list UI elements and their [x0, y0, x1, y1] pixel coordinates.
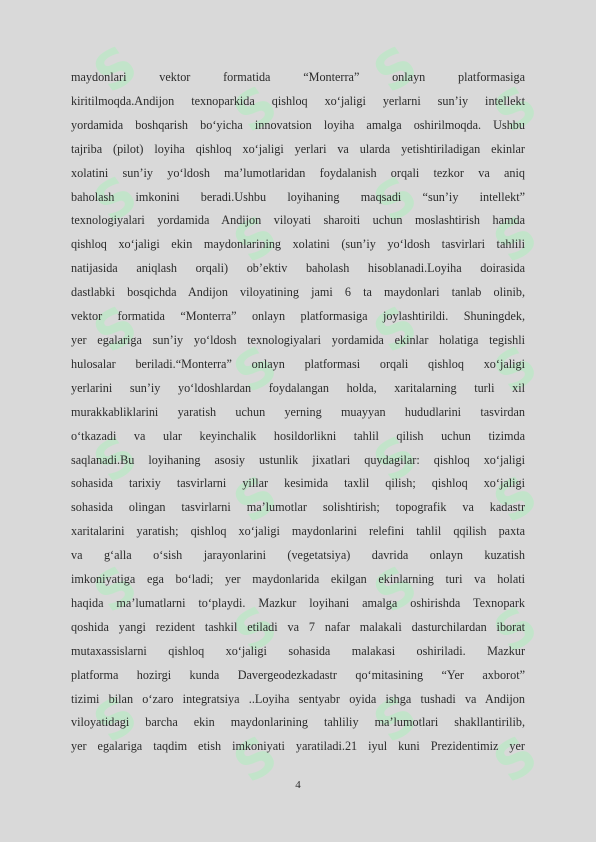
text-line: haqida ma’lumatlarni to‘playdi. Mazkur loyihani amalga oshirishda Texnopark [71, 595, 525, 610]
watermark-logo: S [483, 204, 549, 276]
text-line: platforma hozirgi kunda Davergeodezkadastr qo‘mitasining “Yer axborot” [71, 667, 525, 682]
watermark-logo: S [83, 164, 149, 236]
text-line: texnologiyalari yordamida Andijon viloyati sharoiti uchun moslashtirish hamda [71, 213, 525, 228]
text-line: vektor formatida “Monterra” onlayn platformasiga joylashtirildi. Shuningdek, [71, 309, 525, 324]
watermark-logo: S [363, 34, 429, 106]
watermark-logo: S [363, 424, 429, 496]
watermark-logo: S [363, 684, 429, 756]
text-line: hulosalar beriladi.“Monterra” onlayn platformasi orqali qishloq xo‘jaligi [71, 356, 525, 371]
watermark-logo: S [483, 464, 549, 536]
page-number: 4 [295, 779, 301, 791]
text-line: o‘tkazadi va ular keyinchalik hosildorlikni tahlil qilish uchun tizimda [71, 428, 525, 443]
text-line: natijasida aniqlash orqali) ob’ektiv baholash hisoblanadi.Loyiha doirasida [71, 261, 525, 276]
watermark-logo: S [483, 594, 549, 666]
watermark-logo: S [223, 724, 289, 796]
watermark-logo: S [483, 74, 549, 146]
text-line: maydonlari vektor formatida “Monterra” onlayn platformasiga [71, 70, 525, 84]
watermark-logo: S [223, 594, 289, 666]
watermark-logo: S [83, 424, 149, 496]
watermark-logo: S [363, 294, 429, 366]
watermark-logo: S [83, 34, 149, 106]
text-line: kiritilmoqda.Andijon texnoparkida qishloq xo‘jaligi yerlarni sun’iy intellekt [71, 93, 525, 108]
text-line: mutaxassislarni qishloq xo‘jaligi sohasida malakasi oshiriladi. Mazkur [71, 643, 525, 658]
text-line: xolatini sun’iy yo‘ldosh ma’lumotlaridan foydalanish orqali tezkor va aniq [71, 165, 525, 180]
watermark-logo: S [223, 334, 289, 406]
watermark-logo: S [483, 724, 549, 796]
watermark-logo: S [223, 204, 289, 276]
text-line: imkoniyatiga ega bo‘ladi; yer maydonlarida ekilgan ekinlarning turi va holati [71, 572, 525, 587]
text-line: saqlanadi.Bu loyihaning asosiy ustunlik jixatlari quydagilar: qishloq xo‘jaligi [71, 452, 525, 467]
text-line: viloyatidagi barcha ekin maydonlarining tahliliy ma’lumotlari shakllantirilib, [71, 715, 525, 730]
watermark-logo: S [363, 554, 429, 626]
watermark-logo: S [83, 684, 149, 756]
watermark-logo: S [483, 334, 549, 406]
text-line: baholash imkonini beradi.Ushbu loyihaning maqsadi “sun’iy intellekt” [71, 189, 525, 204]
watermark-logo: S [83, 554, 149, 626]
watermark-logo: S [223, 74, 289, 146]
text-line: yer egalariga sun’iy yo‘ldosh texnologiyalari yordamida ekinlar holatiga tegishli [71, 332, 525, 347]
watermark-logo: S [83, 294, 149, 366]
text-line: tajriba (pilot) loyiha qishloq xo‘jaligi yerlari va ularda yetishtiriladigan ekinlar [71, 141, 525, 156]
text-line: qishloq xo‘jaligi ekin maydonlarining xolatini (sun’iy yo‘ldosh tasvirlari tahlili [71, 237, 525, 252]
text-line: murakkabliklarini yaratish uchun yerning muayyan hududlarini tasvirdan [71, 404, 525, 419]
text-line: xaritalarini yaratish; qishloq xo‘jaligi maydonlarini relefini tahlil qqilish paxta [71, 524, 525, 539]
text-line: sohasida tarixiy tasvirlarni yillar kesimida taxlil qilish; qishloq xo‘jaligi [71, 476, 525, 491]
text-line: yerlarini sun’iy yo‘ldoshlardan foydalangan holda, xaritalarning turli xil [71, 380, 525, 395]
text-line: sohasida olingan tasvirlarni ma’lumotlar solishtirish; topografik va kadastr [71, 500, 525, 515]
text-line: va g‘alla o‘sish jarayonlarini (vegetatsiya) davrida onlayn kuzatish [71, 548, 525, 563]
text-line: dastlabki bosqichda Andijon viloyatining jami 6 ta maydonlari tanlab olinib, [71, 285, 525, 300]
watermark-logo: S [363, 164, 429, 236]
text-line: yordamida boshqarish bo‘yicha innovatsion loyiha amalga oshirilmoqda. Ushbu [71, 117, 525, 132]
text-line: yer egalariga taqdim etish imkoniyati yaratiladi.21 iyul kuni Prezidentimiz yer [71, 739, 525, 754]
text-line: tizimi bilan o‘zaro integratsiya ..Loyiha sentyabr oyida ishga tushadi va Andijon [71, 691, 525, 706]
document-body [71, 66, 525, 759]
watermark-logo: S [223, 464, 289, 536]
text-line: qoshida yangi rezident tashkil etiladi va 7 nafar malakali dasturchilardan iborat [71, 619, 525, 634]
